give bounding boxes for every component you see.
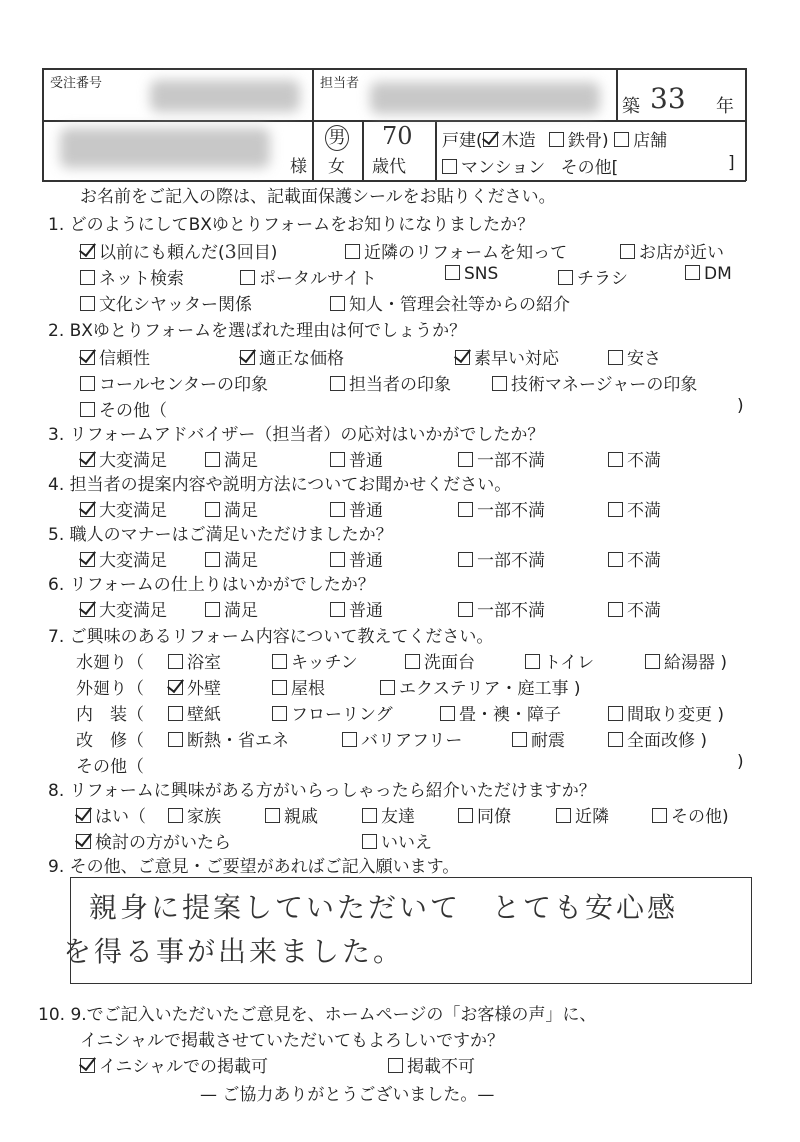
q10-publish-ng-label: 掲載不可 — [407, 1057, 475, 1077]
q6-dissatisfied-checkbox[interactable] — [608, 602, 623, 617]
age-suffix: 歳代 — [372, 157, 406, 177]
q7-kitchen-label: キッチン — [291, 653, 358, 673]
shop-checkbox[interactable] — [614, 132, 629, 147]
q7-exterior-garden-label: エクステリア・庭工事 ) — [399, 679, 581, 699]
q1-repeat-count: 3 — [224, 241, 237, 263]
building-age-suffix: 年 — [716, 96, 734, 117]
q1-portal-checkbox[interactable] — [240, 270, 255, 285]
q3-dissatisfied-label: 不満 — [627, 451, 661, 471]
q2-tech-checkbox[interactable] — [492, 376, 507, 391]
q7-seismic-label: 耐震 — [531, 731, 565, 751]
q3-normal-checkbox[interactable] — [330, 452, 345, 467]
q8-other-label: その他) — [671, 807, 729, 827]
q10-publish-ok-label: イニシャルでの掲載可 — [99, 1057, 268, 1077]
building-other-label: その他[ — [560, 158, 619, 178]
q5-partly-dissatisfied-label: 一部不満 — [477, 551, 545, 571]
q3-partly-dissatisfied-checkbox[interactable] — [458, 452, 473, 467]
q1-referral — [330, 290, 570, 315]
q5-dissatisfied-label: 不満 — [627, 551, 661, 571]
q10-title-line1: 10. 9.でご記入いただいたご意見を、ホームページの「お客様の声」に、 — [38, 1005, 597, 1025]
q6-very-satisfied-label: 大変満足 — [99, 601, 167, 621]
q1-row1 — [80, 238, 277, 263]
building-age-label: 築 — [622, 96, 640, 117]
building-type-row1 — [442, 126, 667, 151]
steel-label: 鉄骨) — [568, 131, 609, 151]
q2-staff-checkbox[interactable] — [330, 376, 345, 391]
q3-normal-label: 普通 — [349, 451, 383, 471]
q2-other-checkbox[interactable] — [80, 402, 95, 417]
q8-consider-checkbox[interactable] — [76, 834, 91, 849]
q1-repeat-label: 以前にも頼んだ( — [99, 243, 225, 263]
shop-label: 店舗 — [633, 131, 668, 151]
q7-title: 7. ご興味のあるリフォーム内容について教えてください。 — [48, 627, 494, 647]
q2-other-close: ) — [737, 396, 744, 416]
q1-bunka-label: 文化シヤッター関係 — [99, 295, 252, 315]
q2-callcenter-checkbox[interactable] — [80, 376, 95, 391]
q2-staff — [330, 370, 451, 395]
q7-barrier-free-label: バリアフリー — [361, 731, 463, 751]
q5-normal-label: 普通 — [349, 551, 383, 571]
q8-neighbor-label: 近隣 — [575, 807, 609, 827]
q7-roof-checkbox[interactable] — [272, 680, 287, 695]
q2-speed-label: 素早い対応 — [474, 349, 559, 369]
q2-other — [80, 396, 167, 421]
q1-neighbor — [345, 238, 567, 263]
q1-dm — [685, 264, 732, 284]
q3-satisfied-checkbox[interactable] — [205, 452, 220, 467]
q7-wallpaper-label: 壁紙 — [187, 705, 221, 725]
q3-title: 3. リフォームアドバイザー（担当者）の応対はいかがでしたか？ — [48, 425, 545, 445]
q4-dissatisfied-label: 不満 — [627, 501, 661, 521]
intro-note: お名前をご記入の際は、記載面保護シールをお貼りください。 — [80, 187, 556, 207]
q1-sns-checkbox[interactable] — [445, 265, 460, 280]
q8-no-label: いいえ — [381, 833, 432, 853]
q10-publish-ok-checkbox[interactable] — [80, 1058, 95, 1073]
q7-roof-label: 屋根 — [291, 679, 325, 699]
q7-other-close: ) — [737, 752, 744, 772]
building-other-close: ] — [728, 153, 735, 173]
q7-water-heater-checkbox[interactable] — [645, 654, 660, 669]
q3-satisfied-label: 満足 — [224, 451, 258, 471]
q2-callcenter — [80, 370, 268, 395]
q7-washbasin-label: 洗面台 — [424, 653, 475, 673]
q9-comment-box[interactable] — [63, 877, 752, 984]
q7-seismic-checkbox[interactable] — [512, 732, 527, 747]
q7-full-renovation-checkbox[interactable] — [608, 732, 623, 747]
q5-partly-dissatisfied-checkbox[interactable] — [458, 552, 473, 567]
q2-cheap-checkbox[interactable] — [608, 350, 623, 365]
q4-dissatisfied-checkbox[interactable] — [608, 502, 623, 517]
q1-bunka — [80, 290, 252, 315]
q2-price-checkbox[interactable] — [240, 350, 255, 365]
q1-referral-label: 知人・管理会社等からの紹介 — [349, 295, 570, 315]
q7-wallpaper-checkbox[interactable] — [168, 706, 183, 721]
q7-exterior-wall-label: 外壁 — [187, 679, 221, 699]
q8-yes-checkbox[interactable] — [76, 808, 91, 823]
q4-normal-label: 普通 — [349, 501, 383, 521]
customer-suffix: 様 — [290, 157, 307, 177]
q8-colleague-checkbox[interactable] — [458, 808, 473, 823]
q2-callcenter-label: コールセンターの印象 — [99, 375, 268, 395]
q4-partly-dissatisfied-checkbox[interactable] — [458, 502, 473, 517]
q6-normal-checkbox[interactable] — [330, 602, 345, 617]
thank-you-footer: — ご協力ありがとうございました。— — [200, 1085, 495, 1105]
q1-flyer-checkbox[interactable] — [558, 270, 573, 285]
q6-normal-label: 普通 — [349, 601, 383, 621]
q1-referral-checkbox[interactable] — [330, 296, 345, 311]
wood-label: 木造 — [501, 131, 536, 151]
staff-label: 担当者 — [320, 76, 360, 91]
q6-partly-dissatisfied-label: 一部不満 — [477, 601, 545, 621]
q7-other-label: その他（ — [76, 757, 144, 777]
q7-tatami-checkbox[interactable] — [440, 706, 455, 721]
q2-tech-label: 技術マネージャーの印象 — [511, 375, 698, 395]
q1-net — [80, 264, 184, 289]
q2-staff-label: 担当者の印象 — [349, 375, 451, 395]
detached-label: 戸建( — [442, 131, 483, 151]
building-type-row2 — [442, 153, 618, 178]
q10-publish-ng-checkbox[interactable] — [388, 1058, 403, 1073]
q7-tatami-label: 畳・襖・障子 — [459, 705, 561, 725]
q9-answer-line2: を得る事が出来ました。 — [63, 935, 405, 968]
q7-toilet-checkbox[interactable] — [525, 654, 540, 669]
q2-price-label: 適正な価格 — [259, 349, 344, 369]
q1-dm-label: DM — [704, 264, 732, 284]
q7-kitchen-checkbox[interactable] — [272, 654, 287, 669]
steel-checkbox[interactable] — [549, 132, 564, 147]
q4-very-satisfied-label: 大変満足 — [99, 501, 167, 521]
building-age-value: 33 — [650, 82, 686, 115]
q4-very-satisfied-checkbox[interactable] — [80, 502, 95, 517]
q8-relatives-checkbox[interactable] — [265, 808, 280, 823]
gender-male-circled[interactable]: 男 — [325, 125, 349, 151]
q4-satisfied-checkbox[interactable] — [205, 502, 220, 517]
q3-very-satisfied-checkbox[interactable] — [80, 452, 95, 467]
q4-satisfied-label: 満足 — [224, 501, 258, 521]
q8-consider-label: 検討の方がいたら — [95, 833, 231, 853]
q5-satisfied-label: 満足 — [224, 551, 258, 571]
q9-answer-line1: 親身に提案していただいて とても安心感 — [89, 891, 679, 924]
q3-very-satisfied-label: 大変満足 — [99, 451, 167, 471]
q1-sns — [445, 264, 498, 284]
q5-title: 5. 職人のマナーはご満足いただけましたか？ — [48, 525, 393, 545]
age-value: 70 — [382, 122, 413, 150]
q7-outer-label: 外廻り（ — [76, 679, 144, 699]
q7-exterior-wall-checkbox[interactable] — [168, 680, 183, 695]
q4-title: 4. 担当者の提案内容や説明方法についてお聞かせください。 — [48, 475, 512, 495]
q7-water-heater-label: 給湯器 ) — [664, 653, 728, 673]
q5-dissatisfied-checkbox[interactable] — [608, 552, 623, 567]
q10-title-line2: イニシャルで掲載させていただいてもよろしいですか？ — [80, 1031, 504, 1051]
q7-insulation-label: 断熱・省エネ — [187, 731, 289, 751]
q1-neighbor-checkbox[interactable] — [345, 244, 360, 259]
q2-other-label: その他（ — [99, 401, 167, 421]
q7-flooring-checkbox[interactable] — [272, 706, 287, 721]
q7-bath-label: 浴室 — [187, 653, 221, 673]
mansion-label: マンション — [461, 158, 546, 178]
q6-partly-dissatisfied-checkbox[interactable] — [458, 602, 473, 617]
q7-flooring-label: フローリング — [291, 705, 393, 725]
q7-exterior-garden-checkbox[interactable] — [380, 680, 395, 695]
q1-near-shop-label: お店が近い — [639, 243, 724, 263]
q7-interior-label: 内 装（ — [76, 705, 144, 725]
q7-washbasin-checkbox[interactable] — [405, 654, 420, 669]
q8-yes-label: はい（ — [95, 807, 146, 827]
q7-insulation-checkbox[interactable] — [168, 732, 183, 747]
q7-bath-checkbox[interactable] — [168, 654, 183, 669]
q2-speed — [455, 344, 559, 369]
customer-name-redacted — [60, 128, 270, 168]
q7-reform-label: 改 修（ — [76, 731, 144, 751]
q2-trust-checkbox[interactable] — [80, 350, 95, 365]
q4-normal-checkbox[interactable] — [330, 502, 345, 517]
q6-satisfied-checkbox[interactable] — [205, 602, 220, 617]
q2-cheap-label: 安さ — [627, 349, 661, 369]
q8-friends-checkbox[interactable] — [362, 808, 377, 823]
q9-title: 9. その他、ご意見・ご要望があればご記入願います。 — [48, 857, 460, 877]
q1-net-checkbox[interactable] — [80, 270, 95, 285]
q6-satisfied-label: 満足 — [224, 601, 258, 621]
q8-title: 8. リフォームに興味がある方がいらっしゃったら紹介いただけますか？ — [48, 781, 596, 801]
q1-neighbor-label: 近隣のリフォームを知って — [364, 243, 568, 263]
q5-very-satisfied-checkbox[interactable] — [80, 552, 95, 567]
q6-very-satisfied-checkbox[interactable] — [80, 602, 95, 617]
q8-family-label: 家族 — [187, 807, 221, 827]
q2-trust-label: 信頼性 — [99, 349, 150, 369]
q7-layout-change-label: 間取り変更 ) — [627, 705, 725, 725]
mansion-checkbox[interactable] — [442, 159, 457, 174]
order-number-redacted — [150, 80, 300, 112]
q6-title: 6. リフォームの仕上りはいかがでしたか？ — [48, 575, 375, 595]
q7-full-renovation-label: 全面改修 ) — [627, 731, 708, 751]
q8-neighbor-checkbox[interactable] — [556, 808, 571, 823]
q8-colleague-label: 同僚 — [477, 807, 511, 827]
q8-relatives-label: 親戚 — [284, 807, 318, 827]
q8-family-checkbox[interactable] — [168, 808, 183, 823]
q5-normal-checkbox[interactable] — [330, 552, 345, 567]
q2-tech — [492, 370, 697, 395]
q1-net-label: ネット検索 — [99, 269, 184, 289]
q3-dissatisfied-checkbox[interactable] — [608, 452, 623, 467]
q1-dm-checkbox[interactable] — [685, 265, 700, 280]
q3-partly-dissatisfied-label: 一部不満 — [477, 451, 545, 471]
q7-water-label: 水廻り（ — [76, 653, 144, 673]
q6-dissatisfied-label: 不満 — [627, 601, 661, 621]
q1-portal — [240, 264, 377, 289]
q7-barrier-free-checkbox[interactable] — [342, 732, 357, 747]
q4-partly-dissatisfied-label: 一部不満 — [477, 501, 545, 521]
q1-flyer-label: チラシ — [577, 269, 628, 289]
staff-name-redacted — [370, 82, 600, 114]
q1-near-shop-checkbox[interactable] — [620, 244, 635, 259]
q5-satisfied-checkbox[interactable] — [205, 552, 220, 567]
q8-no-checkbox[interactable] — [362, 834, 377, 849]
wood-checkbox[interactable] — [483, 132, 498, 147]
q8-other-checkbox[interactable] — [652, 808, 667, 823]
q2-cheap — [608, 344, 661, 369]
order-number-label: 受注番号 — [50, 76, 103, 91]
q1-title: 1. どのようにしてBXゆとりフォームをお知りになりましたか？ — [48, 215, 535, 235]
q1-repeat-checkbox[interactable] — [80, 244, 95, 259]
q7-layout-change-checkbox[interactable] — [608, 706, 623, 721]
q1-repeat-suffix: 回目) — [236, 243, 278, 263]
q2-title: 2. BXゆとりフォームを選ばれた理由は何でしょうか？ — [48, 321, 467, 341]
q8-friends-label: 友達 — [381, 807, 415, 827]
q5-very-satisfied-label: 大変満足 — [99, 551, 167, 571]
q2-price — [240, 344, 344, 369]
q1-bunka-checkbox[interactable] — [80, 296, 95, 311]
q2-trust — [80, 344, 150, 369]
q2-speed-checkbox[interactable] — [455, 350, 470, 365]
q1-sns-label: SNS — [464, 264, 499, 284]
q1-flyer — [558, 264, 628, 289]
q1-near-shop — [620, 238, 724, 263]
q1-portal-label: ポータルサイト — [259, 269, 377, 289]
q7-toilet-label: トイレ — [544, 653, 595, 673]
gender-female[interactable]: 女 — [328, 157, 345, 177]
